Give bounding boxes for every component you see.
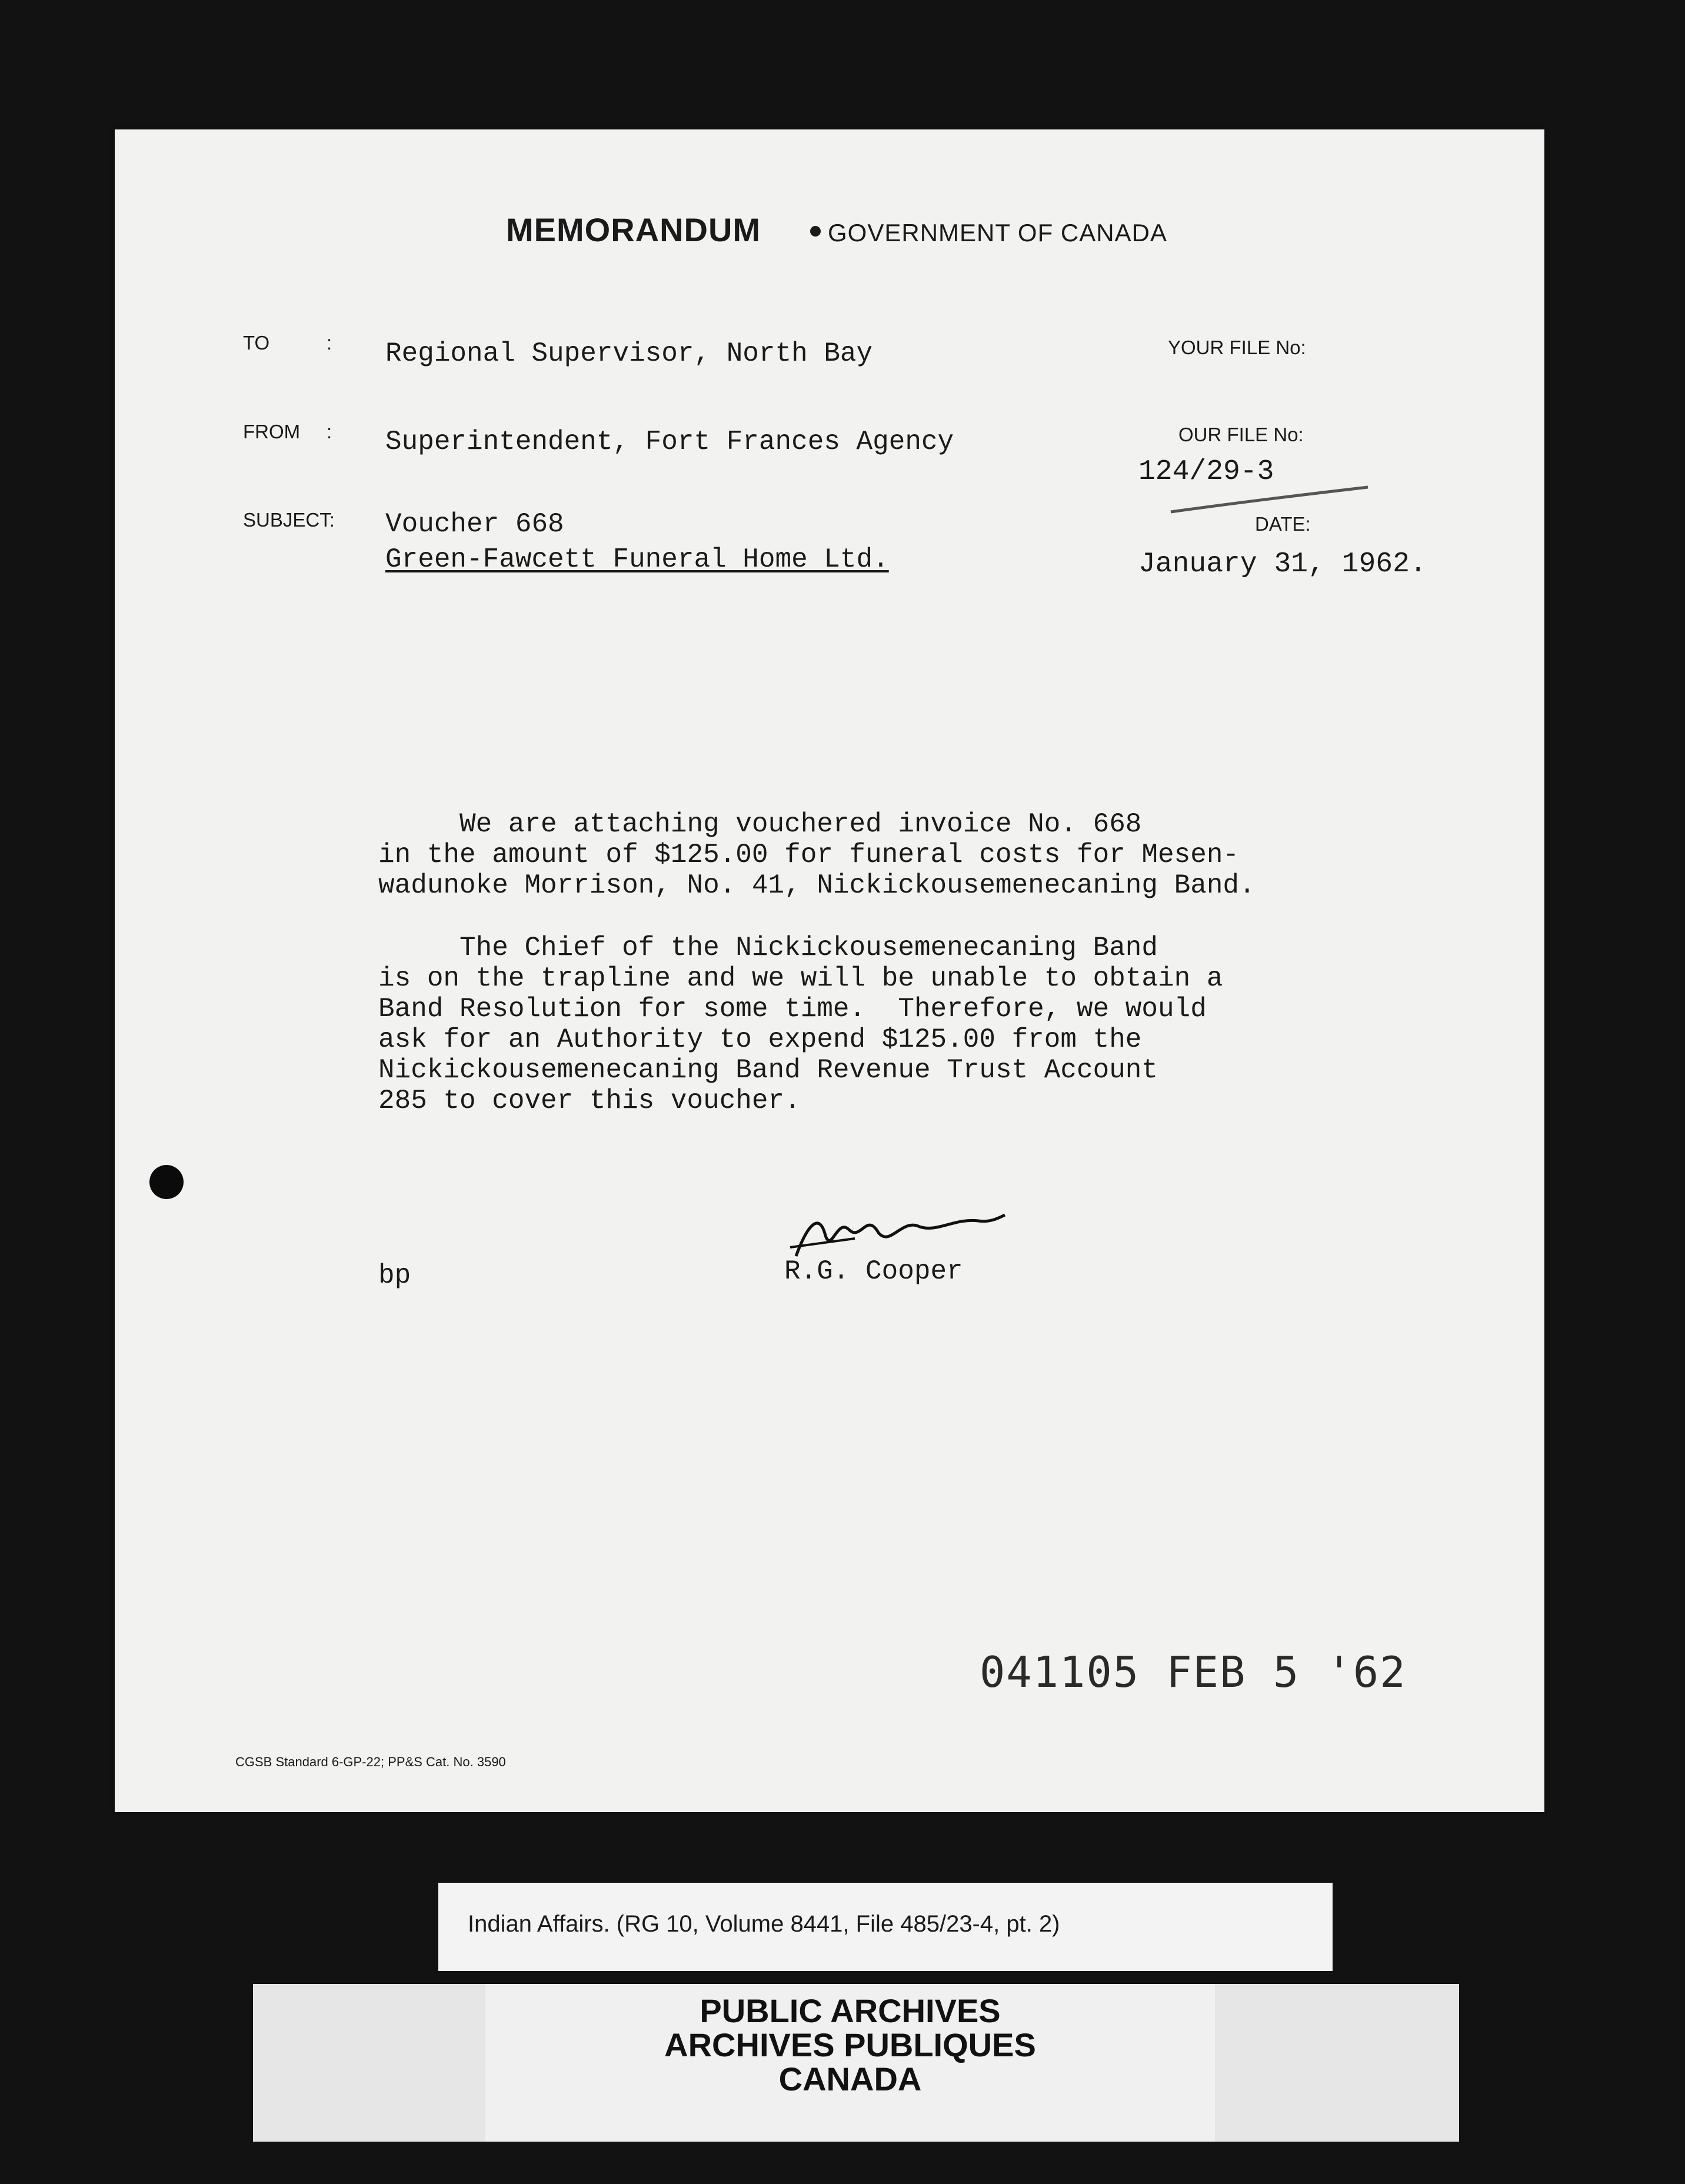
reference-text: Indian Affairs. (RG 10, Volume 8441, File 485/23-4, pt. 2) xyxy=(468,1911,1060,1937)
body-paragraph-2: The Chief of the Nickickousemenecaning Band is on the trapline and we will be unable to obtain a Band Resolution for some time. Therefore, we would ask for an Authority to expend $125.00 from the Nickickousemenecaning Band Revenue Trust Account 285 to cover this voucher. xyxy=(378,933,1223,1116)
signer-name: R.G. Cooper xyxy=(784,1256,963,1287)
from-colon: : xyxy=(327,421,332,442)
pen-swash-icon xyxy=(1168,482,1380,518)
your-file-label: YOUR FILE No: xyxy=(1168,337,1306,358)
from-label: FROM xyxy=(243,421,301,442)
bullet-icon xyxy=(810,226,821,237)
archive-line-1: PUBLIC ARCHIVES xyxy=(700,1992,1001,2029)
memo-subtitle: GOVERNMENT OF CANADA xyxy=(828,219,1167,247)
date-value: January 31, 1962. xyxy=(1138,548,1427,580)
to-colon: : xyxy=(327,332,332,354)
archive-label-inner xyxy=(485,1984,1215,2142)
our-file-label: OUR FILE No: xyxy=(1178,424,1304,445)
archive-line-3: CANADA xyxy=(778,2060,922,2098)
body-paragraph-1: We are attaching vouchered invoice No. 668 in the amount of $125.00 for funeral costs for Mesen- wadunoke Morrison, No. 41, Nickickousemenecaning Band. xyxy=(378,809,1256,901)
memo-title: MEMORANDUM xyxy=(506,211,761,248)
from-value: Superintendent, Fort Frances Agency xyxy=(385,427,954,457)
punch-hole-icon xyxy=(149,1165,184,1199)
archive-line-2: ARCHIVES PUBLIQUES xyxy=(664,2026,1036,2063)
subject-line-1: Voucher 668 xyxy=(385,509,564,540)
subject-line-2: Green-Fawcett Funeral Home Ltd. xyxy=(385,544,889,575)
typist-initials: bp xyxy=(378,1260,411,1291)
our-file-value: 124/29-3 xyxy=(1138,456,1274,488)
signature-icon xyxy=(784,1200,1008,1265)
subject-label: SUBJECT: xyxy=(243,509,335,531)
to-label: TO xyxy=(243,332,270,354)
form-footer: CGSB Standard 6-GP-22; PP&S Cat. No. 3590 xyxy=(235,1754,506,1769)
archive-label xyxy=(253,1984,1459,2142)
reference-label xyxy=(438,1883,1333,1971)
receipt-stamp: 041105 FEB 5 '62 xyxy=(980,1647,1407,1697)
memo-page xyxy=(115,129,1544,1812)
date-label: DATE: xyxy=(1255,513,1311,535)
to-value: Regional Supervisor, North Bay xyxy=(385,338,873,369)
